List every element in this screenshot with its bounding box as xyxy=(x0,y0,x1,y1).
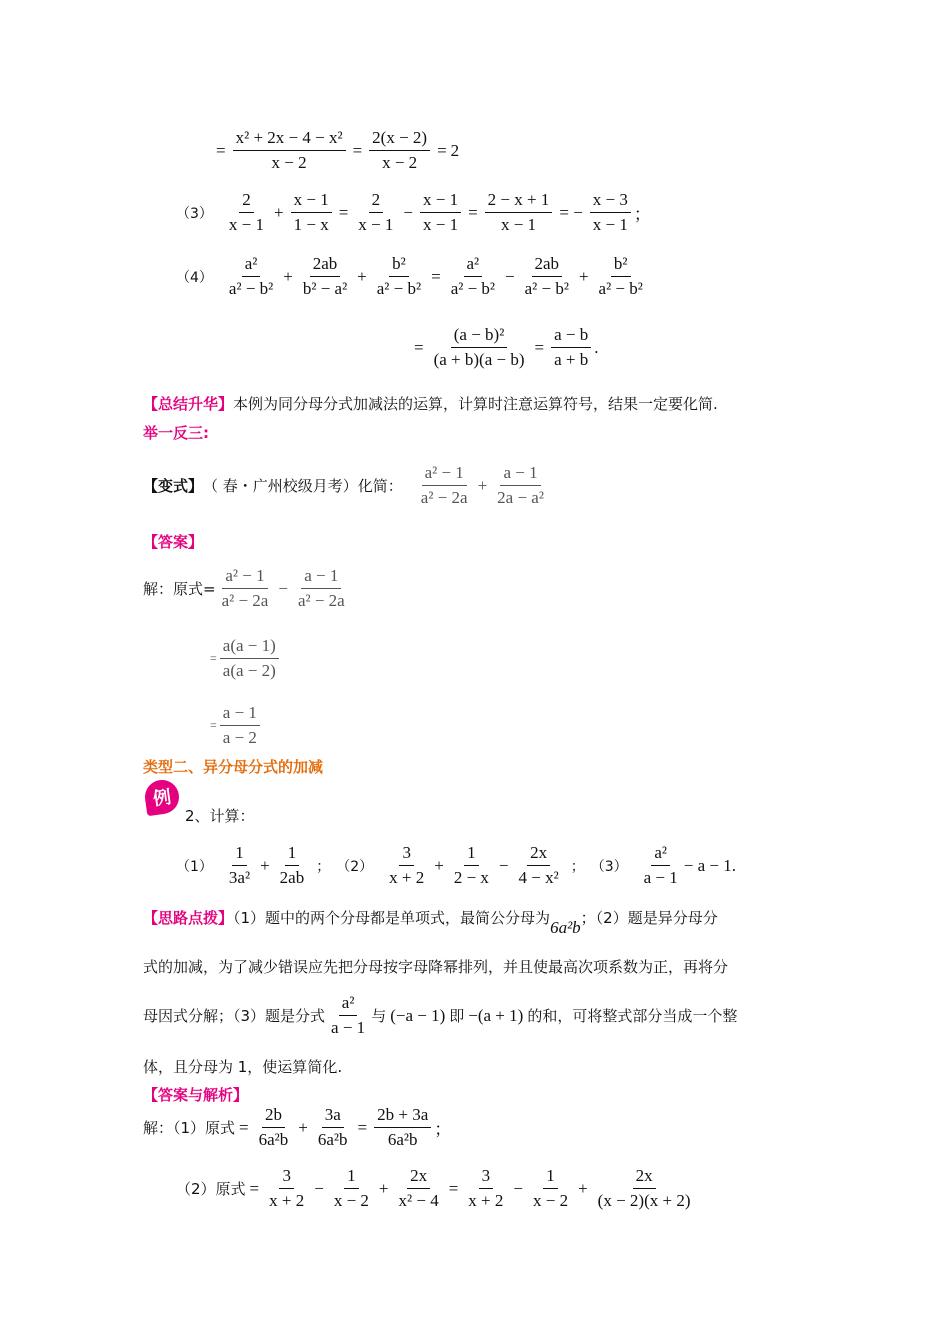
solution-1-line-3: = $\frac{a - 1}{a - 2}$ xyxy=(210,703,263,748)
solution-2-part-2: （2）原式 = $\frac{3}{x + 2}$ − $\frac{1}{x - 2}$ + $\frac{2x}{\text{x² − 4}}$ = $\frac{3}{x + 2}$ − $\frac{1}{x - 2}$ + $\frac{2x}{(x - 2)(x + 2)}$ xyxy=(176,1166,691,1210)
example-questions: （1） $\frac{1}{\text{3a²}}$ + $\frac{1}{2ab}$ ； （2） $\frac{3}{x + 2}$ + $\frac{1}{2 - x}$ − $\frac{2x}{\text{4 − x²}}$ ； （3） $\frac{\text{a²}}{a - 1}$ − a − 1 . xyxy=(176,843,736,887)
solution-1-line-2: = $\frac{a(a - 1)}{a(a - 2)}$ xyxy=(210,636,282,681)
variant: 【变式】 （ 春・广州校级月考）化简： $\frac{\text{a² − 1}}{\text{a² − 2a}}$ + $\frac{a - 1}{\text{2a − a²}}$ xyxy=(143,463,544,507)
eq-continuation: = $\frac{\text{x² + 2x − 4 − x²}}{x - 2}$ = $\frac{2(x - 2)}{x - 2}$ = 2 xyxy=(216,128,460,172)
hint-line-2: 式的加减，为了减少错误应先把分母按字母降幂排列，并且使最高次项系数为正，再将分 xyxy=(143,958,729,976)
answer-analysis-tag: 【答案与解析】 xyxy=(143,1086,249,1104)
solution-1-line-1: 解：原式= $\frac{\text{a² − 1}}{\text{a² − 2a}}$ − $\frac{a - 1}{\text{a² − 2a}}$ xyxy=(143,566,345,610)
hint-line-1: 【思路点拨】（1）题中的两个分母都是单项式，最简公分母为6a²b；（2）题是异分母分 xyxy=(143,909,718,937)
example-title: 2、计算： xyxy=(185,807,255,825)
problem-4-result: = $\frac{\text{(a − b)²}}{(a + b)(a - b)}$ = $\frac{a - b}{a + b}$ . xyxy=(414,325,599,369)
summary xyxy=(143,393,718,414)
summary-tag: 【总结升华】 xyxy=(143,395,234,413)
problem-4: （4） $\frac{\text{a²}}{\text{a² − b²}}$ + $\frac{2ab}{\text{b² − a²}}$ + $\frac{\text{b²}}{\text{a² − b²}}$ = $\frac{\text{a²}}{\text{a² − b²}}$ − $\frac{2ab}{\text{a² − b²}}$ + $\frac{\text{b²}}{\text{a² − b²}}$ xyxy=(176,254,643,298)
hint-line-4: 体，且分母为 1，使运算简化. xyxy=(143,1058,343,1076)
result: 2 xyxy=(450,140,460,160)
summary-text: 本例为同分母分式加减法的运算，计算时注意运算符号，结果一定要化简. xyxy=(233,395,718,413)
type2-heading: 类型二、异分母分式的加减 xyxy=(143,758,324,776)
hint-line-3: 母因式分解；（3）题是分式 $\frac{\text{a²}}{a - 1}$ 与 (−a − 1) 即 −(a + 1) 的和，可将整式部分当成一个整 xyxy=(143,993,738,1037)
fraction: $\frac{\text{x² + 2x − 4 − x²}}{x - 2}$ xyxy=(233,128,346,173)
juyi-heading: 举一反三: xyxy=(143,424,209,442)
problem-3: （3） $\frac{2}{x - 1}$ + $\frac{x - 1}{1 - x}$ = $\frac{2}{x - 1}$ − $\frac{x - 1}{x - 1}$ = $\frac{2 - x + 1}{x - 1}$ = − $\frac{x - 3}{x - 1}$ ； xyxy=(176,190,651,234)
solution-2-part-1: 解：（1）原式 = $\frac{2b}{\text{6a²b}}$ + $\frac{3a}{\text{6a²b}}$ = $\frac{2b + 3a}{\text{6a²b}}$ ； xyxy=(143,1105,452,1149)
answer-tag: 【答案】 xyxy=(143,533,204,551)
fraction: $\frac{2(x - 2)}{x - 2}$ xyxy=(369,128,430,173)
example-badge: 例 xyxy=(143,778,181,816)
